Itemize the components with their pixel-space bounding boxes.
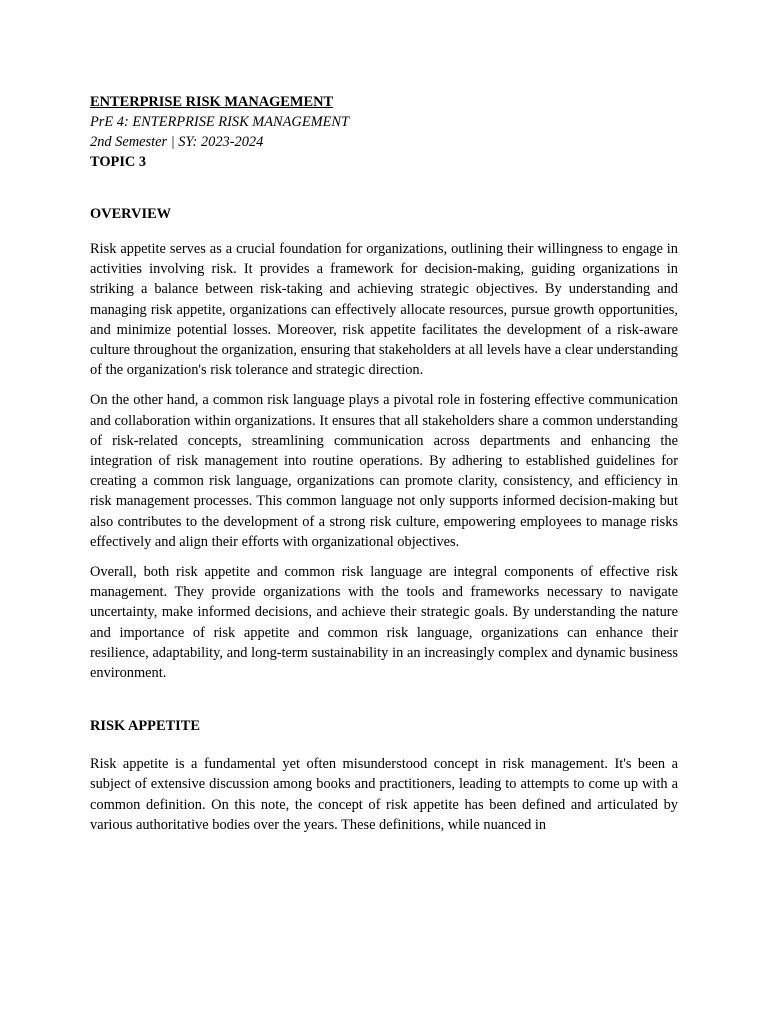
overview-paragraph-3: Overall, both risk appetite and common risk language are integral components of effective risk management. They provide organizations with the tools and frameworks necessary to navigate uncertainty, make informed decisions, and achieve their strategic goals. By understanding the nature and importance of risk appetite and common risk language, organizations can enhance their resilience, adaptability, and long-term sustainability in an increasingly complex and dynamic business environment. <box>90 564 678 682</box>
topic-label: TOPIC 3 <box>90 154 147 170</box>
overview-paragraph-2: On the other hand, a common risk language plays a pivotal role in fostering effective communication and collaboration within organizations. It ensures that all stakeholders share a common understanding of risk-related concepts, streamlining communication across departments and enhancing the integration of risk management into routine operations. By adhering to established guidelines for creating a common risk language, organizations can promote clarity, consistency, and efficiency in risk management processes. This common language not only supports informed decision-making but also contributes to the development of a strong risk culture, empowering employees to manage risks effectively and align their efforts with organizational objectives. <box>90 392 678 550</box>
course-code: PrE 4: ENTERPRISE RISK MANAGEMENT <box>90 114 349 130</box>
document-content <box>90 92 678 835</box>
course-title: ENTERPRISE RISK MANAGEMENT <box>90 94 334 110</box>
semester-line: 2nd Semester | SY: 2023-2024 <box>90 134 264 150</box>
risk-appetite-paragraph: Risk appetite is a fundamental yet often misunderstood concept in risk management. It's been a subject of extensive discussion among books and practitioners, leading to attempts to come up with a common definition. On this note, the concept of risk appetite has been defined and articulated by various authoritative bodies over the years. These definitions, while nuanced in <box>90 756 678 833</box>
overview-heading: OVERVIEW <box>90 206 172 222</box>
risk-appetite-heading: RISK APPETITE <box>90 718 200 735</box>
overview-paragraph-1: Risk appetite serves as a crucial foundation for organizations, outlining their willingness to engage in activities involving risk. It provides a framework for decision-making, guiding organizations in striking a balance between risk-taking and achieving strategic objectives. By understanding and managing risk appetite, organizations can effectively allocate resources, pursue growth opportunities, and minimize potential losses. Moreover, risk appetite facilitates the development of a risk-aware culture throughout the organization, ensuring that stakeholders at all levels have a clear understanding of the organization's risk tolerance and strategic direction. <box>90 241 678 379</box>
